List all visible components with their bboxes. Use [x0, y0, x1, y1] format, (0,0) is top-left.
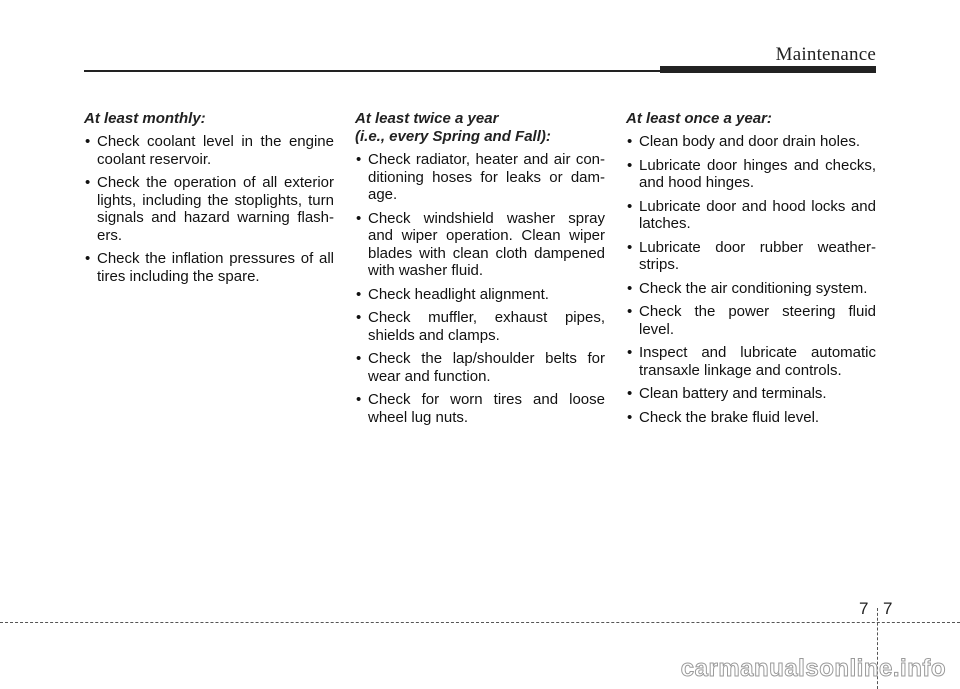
section-title-line: At least once a year: — [626, 110, 772, 127]
list-item: • Lubricate door rubber weather-strips. — [626, 239, 876, 274]
list-item: • Check the operation of all exterior lights, including the stoplights, turn signals and hazard warning flash-ers. — [84, 174, 334, 244]
list-item: • Lubricate door hinges and checks, and hood hinges. — [626, 157, 876, 192]
list-item: • Check for worn tires and loose wheel lug nuts. — [355, 391, 605, 426]
footer-rule — [0, 622, 960, 623]
list-item: • Inspect and lubricate automatic transaxle linkage and controls. — [626, 344, 876, 379]
section-title-once-a-year — [626, 110, 876, 128]
chapter-number: 7 — [859, 599, 869, 618]
list-item: • Check coolant level in the engine coolant reservoir. — [84, 133, 334, 168]
header-rule-thin — [84, 70, 664, 72]
list-item: • Check the power steering fluid level. — [626, 303, 876, 338]
list-item: • Check radiator, heater and air con-ditioning hoses for leaks or dam-age. — [355, 151, 605, 204]
list-item: • Check the brake fluid level. — [626, 409, 876, 427]
list-item: • Clean body and door drain holes. — [626, 133, 876, 151]
list-item: • Check headlight alignment. — [355, 286, 605, 304]
column-once-a-year — [626, 110, 876, 432]
section-title-line: At least twice a year — [355, 110, 499, 127]
page-number: 7 — [883, 599, 893, 618]
header-title: Maintenance — [775, 44, 876, 65]
list-item: • Check the air conditioning system. — [626, 280, 876, 298]
list-item: • Lubricate door and hood locks and latches. — [626, 198, 876, 233]
list-item: • Check windshield washer spray and wiper operation. Clean wiper blades with clean cloth dampened with washer fluid. — [355, 210, 605, 280]
section-title-monthly — [84, 110, 334, 128]
list-item: • Check the lap/shoulder belts for wear and function. — [355, 350, 605, 385]
section-title-line: (i.e., every Spring and Fall): — [355, 128, 551, 145]
section-title-line: At least monthly: — [84, 110, 206, 127]
list-item: • Check the inflation pressures of all tires including the spare. — [84, 250, 334, 285]
checklist-twice-a-year — [355, 151, 605, 426]
list-item: • Clean battery and terminals. — [626, 385, 876, 403]
header-rule-thick — [660, 66, 876, 73]
column-monthly — [84, 110, 334, 291]
list-item: • Check muffler, exhaust pipes, shields and clamps. — [355, 309, 605, 344]
watermark: carmanualsonline.info — [680, 655, 946, 682]
column-twice-a-year — [355, 110, 605, 432]
section-title-twice-a-year — [355, 110, 605, 146]
checklist-monthly — [84, 133, 334, 285]
checklist-once-a-year — [626, 133, 876, 426]
